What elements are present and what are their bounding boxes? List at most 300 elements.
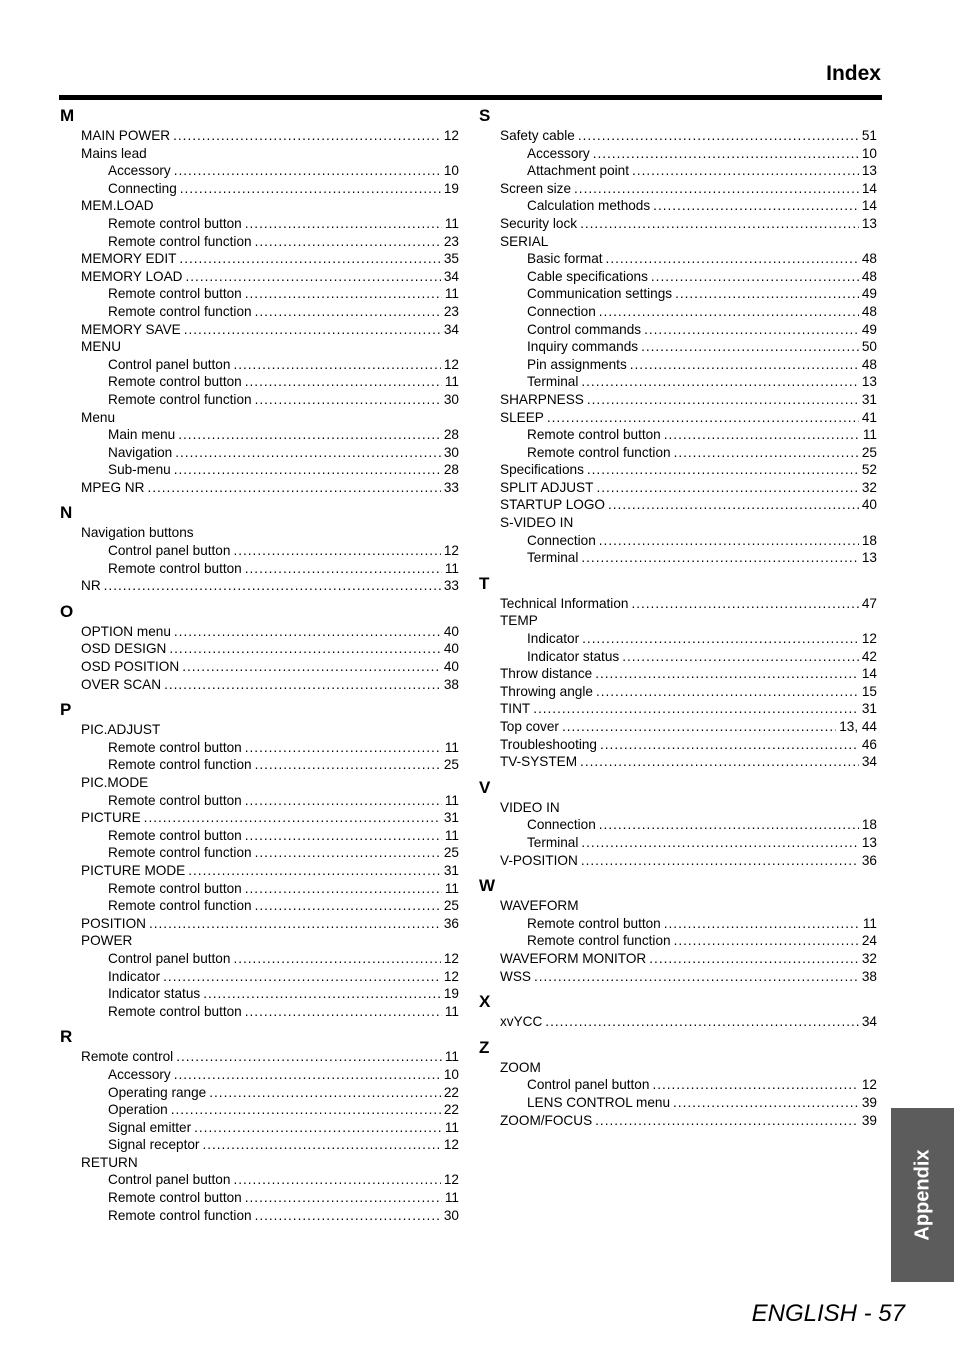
index-entry xyxy=(60,1048,459,1066)
entry-label: Remote control button xyxy=(108,560,242,576)
dot-leader xyxy=(185,268,440,286)
entry-label: Indicator xyxy=(527,631,580,647)
entry-page-number: 50 xyxy=(861,339,877,355)
dot-leader xyxy=(245,1003,442,1021)
index-entry xyxy=(479,683,877,701)
entry-page-number: 25 xyxy=(443,757,459,773)
index-entry xyxy=(479,285,877,303)
index-entry xyxy=(479,799,877,817)
entry-label: Mains lead xyxy=(81,145,147,161)
dot-leader xyxy=(581,834,859,852)
dot-leader xyxy=(245,827,442,845)
entry-page-number: 24 xyxy=(861,933,877,949)
dot-leader xyxy=(173,127,441,145)
entry-page-number: 13 xyxy=(861,374,877,390)
index-entry xyxy=(60,862,459,880)
entry-page-number: 30 xyxy=(443,444,459,460)
index-entry xyxy=(479,426,877,444)
footer-text: ENGLISH - 57 xyxy=(751,1300,905,1327)
dot-leader xyxy=(581,549,859,567)
entry-label: Top cover xyxy=(500,719,559,734)
entry-page-number: 35 xyxy=(443,251,459,267)
entry-label: WAVEFORM MONITOR xyxy=(500,950,647,966)
dot-leader xyxy=(595,665,859,683)
entry-label: Throw distance xyxy=(500,666,593,682)
dot-leader xyxy=(171,1101,441,1119)
entry-label: TEMP xyxy=(500,613,538,629)
dot-leader xyxy=(596,683,859,701)
entry-label: Connection xyxy=(527,817,596,833)
dot-leader xyxy=(608,496,859,514)
index-entry xyxy=(479,233,877,251)
dot-leader xyxy=(245,792,442,810)
index-entry xyxy=(60,774,459,792)
entry-page-number: 11 xyxy=(444,215,459,231)
entry-page-number: 34 xyxy=(443,268,459,284)
entry-label: ZOOM xyxy=(500,1059,541,1075)
dot-leader xyxy=(174,461,441,479)
index-entry xyxy=(60,1101,459,1119)
entry-page-number: 36 xyxy=(443,915,459,931)
dot-leader xyxy=(245,215,442,233)
dot-leader xyxy=(175,444,441,462)
page-footer xyxy=(752,1300,905,1328)
entry-label: TINT xyxy=(500,701,531,717)
section-letter: R xyxy=(60,1027,73,1047)
entry-page-number: 32 xyxy=(861,950,877,966)
page-title: Index xyxy=(826,62,881,85)
entry-label: Sub-menu xyxy=(108,462,171,478)
index-entry xyxy=(60,524,459,542)
entry-page-number: 30 xyxy=(443,391,459,407)
entry-page-number: 25 xyxy=(443,898,459,914)
entry-page-number: 25 xyxy=(443,845,459,861)
dot-leader xyxy=(174,162,441,180)
entry-page-number: 40 xyxy=(443,623,459,639)
dot-leader xyxy=(178,426,441,444)
index-entry xyxy=(60,1189,459,1207)
entry-page-number: 23 xyxy=(443,233,459,249)
entry-label: Basic format xyxy=(527,251,603,267)
entry-label: Accessory xyxy=(527,145,590,161)
index-entry xyxy=(479,1076,877,1094)
dot-leader xyxy=(673,1094,859,1112)
index-entry xyxy=(479,162,877,180)
entry-label: PIC.MODE xyxy=(81,775,149,790)
index-entry xyxy=(479,549,877,567)
entry-label: Control commands xyxy=(527,321,642,337)
entry-page-number: 11 xyxy=(444,792,459,808)
entry-label: Remote control function xyxy=(527,933,671,949)
entry-page-number: 18 xyxy=(861,532,877,548)
dot-leader xyxy=(675,285,859,303)
entry-label: OSD POSITION xyxy=(81,659,180,675)
entry-label: Cable specifications xyxy=(527,268,648,284)
entry-page-number: 23 xyxy=(443,303,459,319)
index-entry xyxy=(479,180,877,198)
index-entry xyxy=(60,409,459,427)
entry-label: Attachment point xyxy=(527,163,630,179)
index-entry xyxy=(60,880,459,898)
index-entry xyxy=(479,373,877,391)
entry-label: Inquiry commands xyxy=(527,339,639,355)
dot-leader xyxy=(580,215,859,233)
dot-leader xyxy=(233,1171,440,1189)
entry-page-number: 31 xyxy=(861,701,877,717)
entry-label: Accessory xyxy=(108,163,171,179)
dot-leader xyxy=(255,391,441,409)
entry-label: VIDEO IN xyxy=(500,799,560,815)
entry-label: SPLIT ADJUST xyxy=(500,479,594,495)
entry-label: Remote control button xyxy=(108,739,242,755)
entry-label: SERIAL xyxy=(500,233,549,249)
entry-page-number: 51 xyxy=(861,128,877,143)
entry-label: MEMORY LOAD xyxy=(81,268,183,284)
entry-label: POSITION xyxy=(81,915,146,931)
index-entry xyxy=(60,461,459,479)
entry-page-number: 34 xyxy=(861,1014,877,1030)
index-entry xyxy=(60,950,459,968)
entry-label: Remote control function xyxy=(108,898,252,914)
dot-leader xyxy=(622,648,859,666)
index-entry xyxy=(60,1136,459,1154)
entry-page-number: 13 xyxy=(861,163,877,179)
entry-label: OVER SCAN xyxy=(81,676,162,692)
index-entry xyxy=(60,739,459,757)
index-entry xyxy=(60,268,459,286)
entry-label: Remote control button xyxy=(108,1190,242,1206)
section-letter: X xyxy=(479,992,491,1012)
entry-page-number: 33 xyxy=(443,578,459,594)
dot-leader xyxy=(255,897,441,915)
entry-label: Technical Information xyxy=(500,595,629,611)
dot-leader xyxy=(545,1013,859,1031)
entry-label: Remote control button xyxy=(108,374,242,390)
entry-label: Remote control button xyxy=(108,286,242,302)
section-letter: W xyxy=(479,876,496,896)
entry-page-number: 30 xyxy=(443,1207,459,1223)
entry-page-number: 11 xyxy=(444,880,459,896)
entry-label: Remote control button xyxy=(108,1003,242,1019)
index-entry xyxy=(60,756,459,774)
index-entry xyxy=(479,268,877,286)
dot-leader xyxy=(651,268,859,286)
entry-label: Connection xyxy=(527,303,596,319)
dot-leader xyxy=(149,915,441,933)
dot-leader xyxy=(176,1048,442,1066)
entry-label: Throwing angle xyxy=(500,683,593,699)
index-entry xyxy=(60,560,459,578)
entry-label: Connection xyxy=(527,532,596,548)
entry-label: Remote control function xyxy=(108,1207,252,1223)
dot-leader xyxy=(188,862,441,880)
section-letter: P xyxy=(60,700,72,720)
index-entry xyxy=(479,968,877,986)
index-entry xyxy=(479,338,877,356)
entry-page-number: 12 xyxy=(443,968,459,984)
entry-label: Screen size xyxy=(500,180,572,196)
entry-page-number: 22 xyxy=(443,1102,459,1118)
entry-page-number: 11 xyxy=(444,739,459,755)
entry-label: WAVEFORM xyxy=(500,898,579,914)
index-entry xyxy=(60,285,459,303)
entry-page-number: 11 xyxy=(862,915,877,931)
entry-label: V-POSITION xyxy=(500,852,578,868)
dot-leader xyxy=(255,233,441,251)
entry-page-number: 40 xyxy=(443,641,459,657)
entry-page-number: 25 xyxy=(861,444,877,460)
entry-label: Navigation buttons xyxy=(81,525,194,541)
entry-label: PICTURE xyxy=(81,810,141,826)
dot-leader xyxy=(255,303,441,321)
dot-leader xyxy=(245,373,442,391)
entry-label: Terminal xyxy=(527,834,579,850)
dot-leader xyxy=(631,595,858,613)
entry-page-number: 48 xyxy=(861,251,877,267)
entry-label: Remote control function xyxy=(108,391,252,407)
entry-label: MPEG NR xyxy=(81,479,145,495)
entry-label: RETURN xyxy=(81,1154,138,1170)
entry-label: Remote control function xyxy=(108,757,252,773)
dot-leader xyxy=(255,1207,441,1225)
entry-label: Remote control button xyxy=(108,827,242,843)
index-column-left xyxy=(60,103,459,1228)
index-entry xyxy=(60,215,459,233)
dot-leader xyxy=(174,1066,441,1084)
index-entry xyxy=(479,496,877,514)
dot-leader xyxy=(233,950,440,968)
entry-label: Control panel button xyxy=(108,950,231,966)
entry-page-number: 12 xyxy=(861,631,877,647)
entry-page-number: 18 xyxy=(861,817,877,833)
entry-label: OPTION menu xyxy=(81,623,171,639)
entry-page-number: 28 xyxy=(443,462,459,478)
index-entry xyxy=(479,648,877,666)
dot-leader xyxy=(245,739,442,757)
entry-label: Remote control button xyxy=(527,915,661,931)
entry-page-number: 11 xyxy=(444,827,459,843)
dot-leader xyxy=(606,250,859,268)
entry-label: Calculation methods xyxy=(527,198,651,214)
entry-label: Navigation xyxy=(108,444,173,460)
entry-label: Accessory xyxy=(108,1066,171,1082)
entry-page-number: 33 xyxy=(443,479,459,495)
entry-label: Specifications xyxy=(500,462,584,478)
dot-leader xyxy=(174,623,441,641)
index-entry xyxy=(60,1003,459,1021)
entry-label: Control panel button xyxy=(108,356,231,372)
dot-leader xyxy=(630,356,859,374)
index-entry xyxy=(479,391,877,409)
index-entry xyxy=(479,303,877,321)
index-entry xyxy=(60,827,459,845)
index-entry xyxy=(60,145,459,163)
index-entry xyxy=(479,514,877,532)
section-letter: S xyxy=(479,106,491,125)
index-entry xyxy=(60,303,459,321)
index-entry xyxy=(479,444,877,462)
entry-label: MENU xyxy=(81,339,122,355)
entry-label: POWER xyxy=(81,933,133,949)
entry-page-number: 39 xyxy=(861,1094,877,1110)
index-entry xyxy=(60,1207,459,1225)
dot-leader xyxy=(574,180,859,198)
entry-page-number: 13 xyxy=(861,550,877,566)
dot-leader xyxy=(182,658,441,676)
index-entry xyxy=(479,950,877,968)
entry-page-number: 12 xyxy=(443,356,459,372)
entry-page-number: 34 xyxy=(861,754,877,770)
index-entry xyxy=(60,1171,459,1189)
index-entry xyxy=(60,373,459,391)
entry-label: Indicator xyxy=(108,968,161,984)
entry-page-number: 11 xyxy=(862,427,877,443)
dot-leader xyxy=(578,127,859,145)
dot-leader xyxy=(202,1136,440,1154)
dot-leader xyxy=(600,736,859,754)
dot-leader xyxy=(632,162,859,180)
entry-page-number: 11 xyxy=(444,1049,459,1065)
dot-leader xyxy=(245,560,442,578)
entry-page-number: 14 xyxy=(861,666,877,682)
entry-page-number: 38 xyxy=(443,676,459,692)
entry-label: TV-SYSTEM xyxy=(500,754,578,770)
dot-leader xyxy=(547,409,859,427)
dot-leader xyxy=(580,753,859,771)
index-entry xyxy=(479,479,877,497)
entry-page-number: 31 xyxy=(443,810,459,826)
dot-leader xyxy=(653,197,859,215)
entry-label: Operating range xyxy=(108,1084,207,1100)
dot-leader xyxy=(674,932,859,950)
entry-label: WSS xyxy=(500,968,531,984)
entry-label: Remote control function xyxy=(108,303,252,319)
index-entry xyxy=(60,676,459,694)
entry-page-number: 11 xyxy=(444,1003,459,1019)
index-entry xyxy=(479,1094,877,1112)
dot-leader xyxy=(562,718,836,736)
entry-page-number: 41 xyxy=(861,409,877,425)
index-entry xyxy=(479,700,877,718)
index-entry xyxy=(479,630,877,648)
index-entry xyxy=(479,595,877,613)
entry-label: Remote control xyxy=(81,1049,174,1065)
entry-label: MAIN POWER xyxy=(81,128,171,143)
entry-page-number: 12 xyxy=(443,1172,459,1188)
index-entry xyxy=(60,542,459,560)
dot-leader xyxy=(644,321,859,339)
entry-page-number: 11 xyxy=(444,1119,459,1135)
entry-label: Remote control button xyxy=(108,880,242,896)
index-entry xyxy=(60,623,459,641)
dot-leader xyxy=(179,250,440,268)
dot-leader xyxy=(599,532,859,550)
dot-leader xyxy=(104,577,441,595)
index-entry xyxy=(479,1112,877,1130)
index-entry xyxy=(479,250,877,268)
entry-label: Remote control function xyxy=(527,444,671,460)
entry-label: ZOOM/FOCUS xyxy=(500,1112,593,1128)
index-entry xyxy=(60,897,459,915)
index-entry xyxy=(60,792,459,810)
index-entry xyxy=(60,658,459,676)
dot-leader xyxy=(664,426,860,444)
entry-page-number: 48 xyxy=(861,303,877,319)
entry-page-number: 14 xyxy=(861,198,877,214)
entry-page-number: 19 xyxy=(443,180,459,196)
index-entry xyxy=(60,1119,459,1137)
dot-leader xyxy=(641,338,859,356)
entry-page-number: 36 xyxy=(861,852,877,868)
index-entry xyxy=(60,250,459,268)
dot-leader xyxy=(664,915,860,933)
index-entry xyxy=(479,736,877,754)
dot-leader xyxy=(233,542,440,560)
entry-page-number: 12 xyxy=(443,543,459,559)
dot-leader xyxy=(581,373,859,391)
entry-label: Remote control function xyxy=(108,845,252,861)
index-entry xyxy=(60,426,459,444)
index-entry xyxy=(479,852,877,870)
dot-leader xyxy=(209,1084,441,1102)
entry-label: Remote control button xyxy=(108,792,242,808)
index-entry xyxy=(60,844,459,862)
entry-label: PIC.ADJUST xyxy=(81,722,161,738)
entry-label: Menu xyxy=(81,409,116,425)
entry-page-number: 12 xyxy=(443,128,459,143)
dot-leader xyxy=(233,356,440,374)
entry-page-number: 15 xyxy=(861,683,877,699)
entry-page-number: 12 xyxy=(443,1137,459,1153)
dot-leader xyxy=(581,852,859,870)
entry-label: Remote control function xyxy=(108,233,252,249)
section-letter: N xyxy=(60,503,73,523)
dot-leader xyxy=(599,303,859,321)
section-letter: Z xyxy=(479,1037,490,1057)
entry-page-number: 49 xyxy=(861,321,877,337)
entry-page-number: 11 xyxy=(444,286,459,302)
index-entry xyxy=(479,145,877,163)
entry-page-number: 12 xyxy=(443,950,459,966)
entry-label: Communication settings xyxy=(527,286,673,302)
index-entry xyxy=(60,640,459,658)
index-entry xyxy=(479,1013,877,1031)
index-entry xyxy=(479,1059,877,1077)
entry-label: Remote control button xyxy=(527,427,661,443)
entry-label: MEMORY SAVE xyxy=(81,321,181,337)
index-entry xyxy=(479,197,877,215)
index-entry xyxy=(60,338,459,356)
entry-page-number: 48 xyxy=(861,268,877,284)
index-entry xyxy=(479,718,877,736)
dot-leader xyxy=(203,985,441,1003)
index-entry xyxy=(479,215,877,233)
entry-label: Signal emitter xyxy=(108,1119,192,1135)
entry-page-number: 48 xyxy=(861,356,877,372)
entry-page-number: 19 xyxy=(443,986,459,1002)
dot-leader xyxy=(587,461,859,479)
index-entry xyxy=(60,321,459,339)
section-letter: T xyxy=(479,573,490,593)
index-entry xyxy=(60,444,459,462)
index-entry xyxy=(60,1084,459,1102)
entry-page-number: 34 xyxy=(443,321,459,337)
entry-label: Terminal xyxy=(527,374,579,390)
dot-leader xyxy=(245,880,442,898)
entry-page-number: 10 xyxy=(861,145,877,161)
entry-label: Control panel button xyxy=(527,1077,650,1093)
index-entry xyxy=(60,1154,459,1172)
